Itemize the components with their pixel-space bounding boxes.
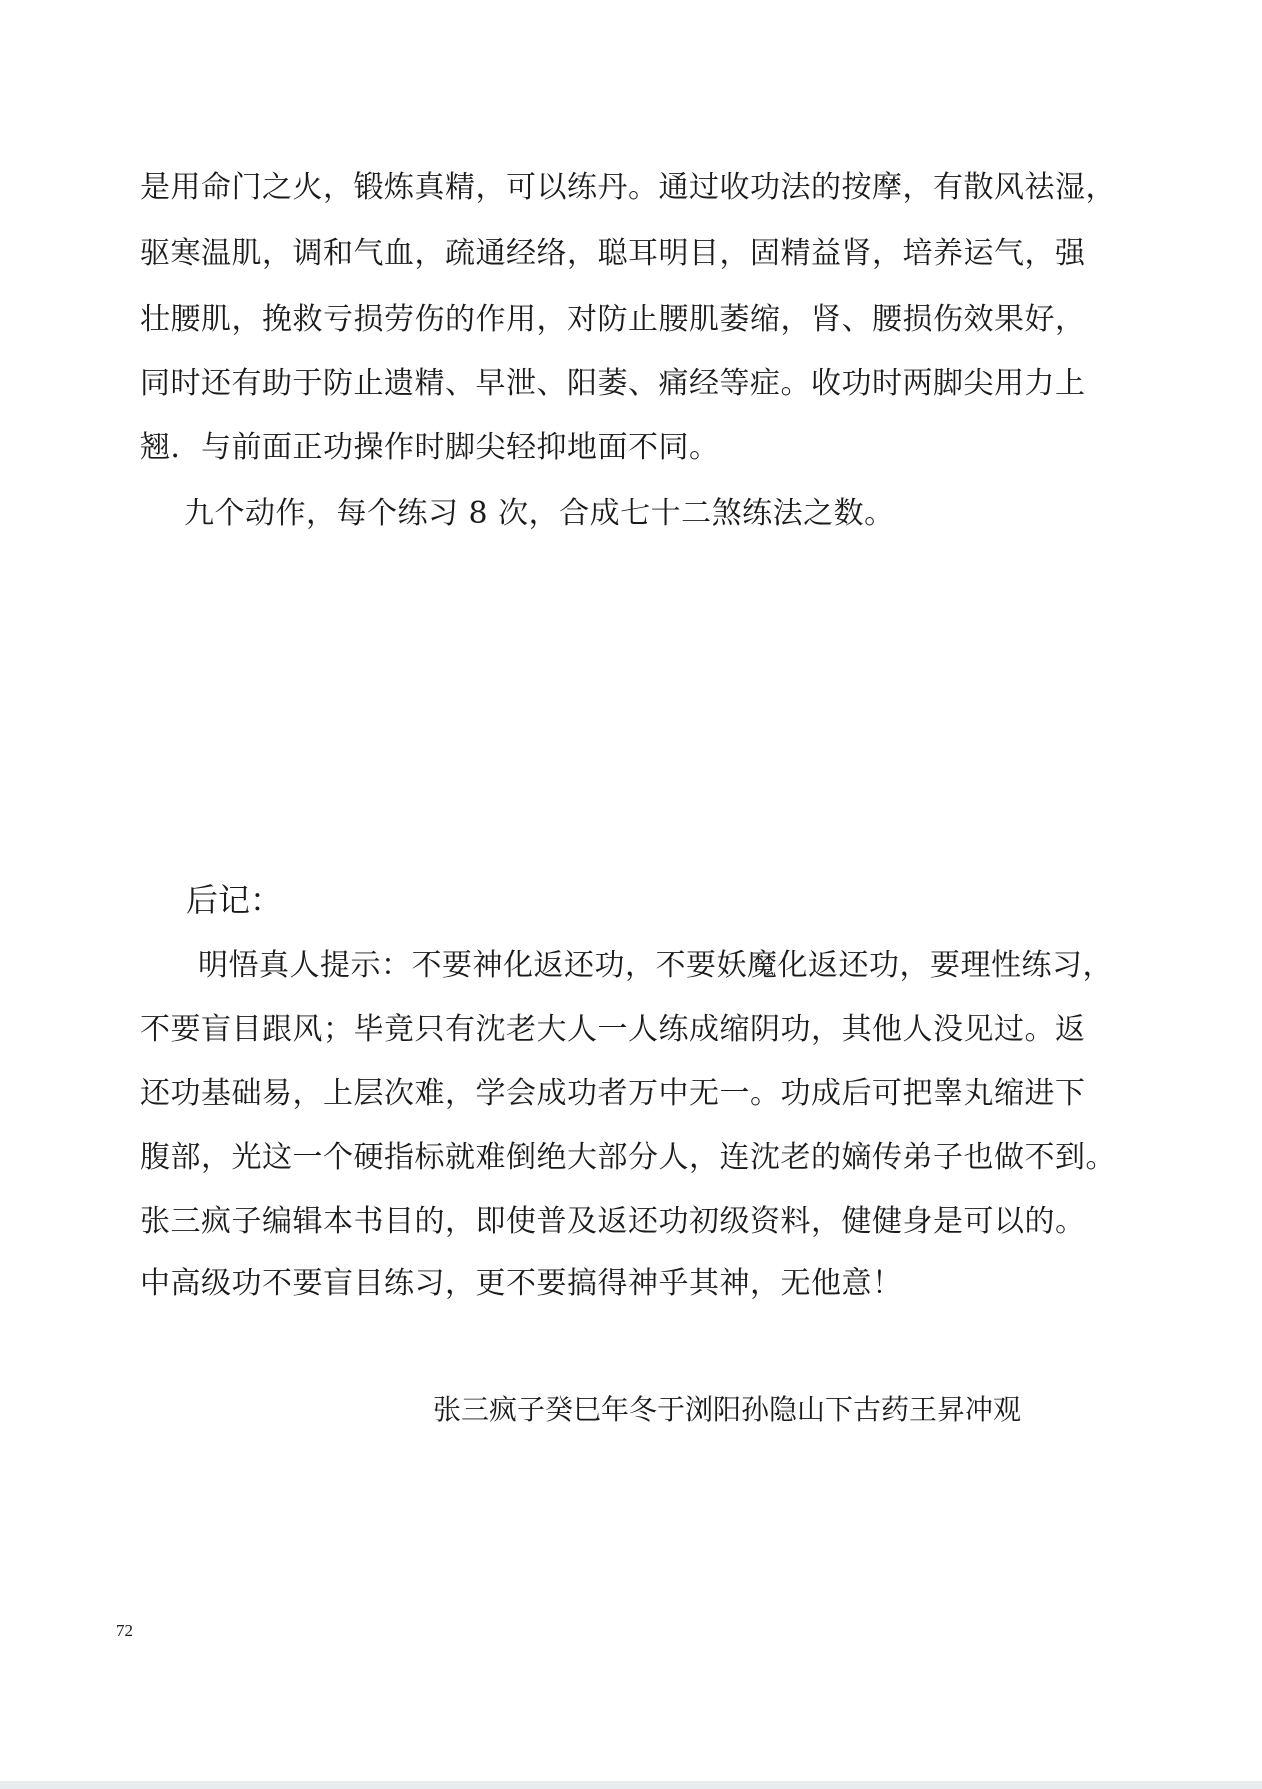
body-line-1: 是用命门之火，锻炼真精，可以练丹。通过收功法的按摩，有散风祛湿， <box>140 170 1116 205</box>
body-line-5: 翘．与前面正功操作时脚尖轻抑地面不同。 <box>140 430 720 465</box>
afterword-line-3: 还功基础易，上层次难，学会成功者万中无一。功成后可把睾丸缩进下 <box>140 1076 1086 1111</box>
body-line-2: 驱寒温肌，调和气血，疏通经络，聪耳明目，固精益肾，培养运气，强 <box>140 236 1086 271</box>
signature-line: 张三疯子癸巳年冬于浏阳孙隐山下古药王昇冲观 <box>433 1393 1022 1426</box>
afterword-line-1: 明悟真人提示：不要神化返还功，不要妖魔化返还功，要理性练习， <box>198 948 1113 983</box>
afterword-line-2: 不要盲目跟风；毕竟只有沈老大人一人练成缩阴功，其他人没见过。返 <box>140 1012 1086 1047</box>
body-line-3: 壮腰肌，挽救亏损劳伤的作用，对防止腰肌萎缩，肾、腰损伤效果好， <box>140 302 1086 337</box>
summary-line: 九个动作，每个练习 8 次，合成七十二煞练法之数。 <box>184 496 895 531</box>
page-number: 72 <box>116 1621 133 1640</box>
body-line-4: 同时还有助于防止遗精、早泄、阳萎、痛经等症。收功时两脚尖用力上 <box>140 366 1086 401</box>
bottom-border <box>0 1781 1262 1789</box>
afterword-line-6: 中高级功不要盲目练习，更不要搞得神乎其神，无他意！ <box>140 1266 903 1301</box>
afterword-line-4: 腹部，光这一个硬指标就难倒绝大部分人，连沈老的嫡传弟子也做不到。 <box>140 1140 1116 1175</box>
afterword-line-5: 张三疯子编辑本书目的，即使普及返还功初级资料，健健身是可以的。 <box>140 1204 1086 1239</box>
afterword-heading: 后记： <box>186 881 283 919</box>
